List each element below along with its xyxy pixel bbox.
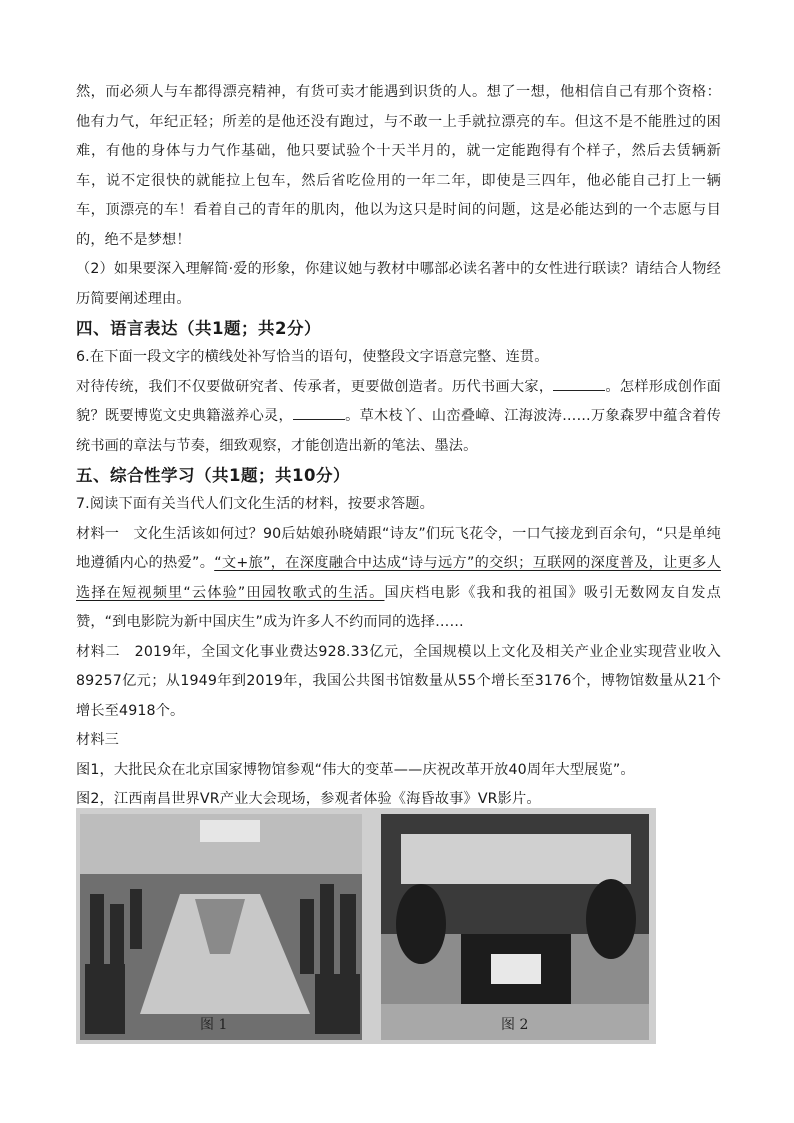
figure-1-description: 图1，大批民众在北京国家博物馆参观“伟大的变革——庆祝改革开放40周年大型展览”。 <box>76 761 635 778</box>
figure-1-caption: 图 1 <box>200 1017 228 1033</box>
document-page <box>76 78 721 815</box>
section-5-heading: 五、综合性学习（共1题；共10分） <box>76 466 350 485</box>
material-1-text-a: 材料一 文化生活该如何过？90后姑娘孙晓婧跟“诗友”们玩飞花令，一口气接龙到百余句，“只是单纯地遵循内心的热爱”。 <box>76 525 721 571</box>
answer-blank-1[interactable] <box>553 376 605 391</box>
material-2: 材料二 2019年，全国文化事业费达928.33亿元，全国规模以上文化及相关产业企业实现营业收入89257亿元；从1949年到2019年，我国公共图书馆数量从55个增长至3176个，博物馆数量从21个增长至4918个。 <box>76 643 721 719</box>
material-1-underlined: “文+旅”，在深度融合中达成“诗与远方”的交织；互联网的深度普及，让更多人选择在短视频里“云体验”田园牧歌式的生活。 <box>76 555 721 601</box>
section-4-heading: 四、语言表达（共1题；共2分） <box>76 319 321 338</box>
q6-text-a: 对待传统，我们不仅要做研究者、传承者，更要做创造者。历代书画大家， <box>76 378 554 395</box>
novel-excerpt-paragraph: 然，而必须人与车都得漂亮精神，有货可卖才能遇到识货的人。想了一想，他相信自己有那个资格：他有力气，年纪正轻；所差的是他还没有跑过，与不敢一上手就拉漂亮的车。但这不是不能胜过的困难，有他的身体与力气作基础，他只要试验个十天半月的，就一定能跑得有个样子，然后去赁辆新车，说不定很快的就能拉上包车，然后省吃俭用的一年二年，即使是三四年，他必能自己打上一辆车，顶漂亮的车！看着自己的青年的肌肉，他以为这只是时间的问题，这是必能达到的一个志愿与目的，绝不是梦想！ <box>76 84 721 248</box>
question-2: （2）如果要深入理解简·爱的形象，你建议她与教材中哪部必读名著中的女性进行联读？请结合人物经历简要阐述理由。 <box>76 261 721 307</box>
figure-2-caption: 图 2 <box>501 1017 529 1033</box>
material-3-label: 材料三 <box>76 732 120 748</box>
material-3-photos <box>76 808 656 1044</box>
question-7-title: 7.阅读下面有关当代人们文化生活的材料，按要求答题。 <box>76 496 434 512</box>
answer-blank-2[interactable] <box>293 405 345 420</box>
question-6-passage <box>76 373 721 462</box>
material-1 <box>76 520 721 638</box>
q6-text-b: 。怎样形成创作面貌？既要博览文史典籍滋养心灵， <box>76 378 722 424</box>
q6-text-c: 。草木枝丫、山峦叠嶂、江海波涛……万象森罗中蕴含着传统书画的章法与节奏，细致观察，才能创造出新的笔法、墨法。 <box>76 408 721 454</box>
figure-2-photo <box>381 814 649 1040</box>
figure-2-description: 图2，江西南昌世界VR产业大会现场，参观者体验《海昏故事》VR影片。 <box>76 791 541 807</box>
question-6-title: 6.在下面一段文字的横线处补写恰当的语句，使整段文字语意完整、连贯。 <box>76 349 549 365</box>
figure-1-photo <box>80 814 362 1040</box>
material-1-text-b: 国庆档电影《我和我的祖国》吸引无数网友自发点赞，“到电影院为新中国庆生”成为许多人不约而同的选择…… <box>76 584 721 630</box>
